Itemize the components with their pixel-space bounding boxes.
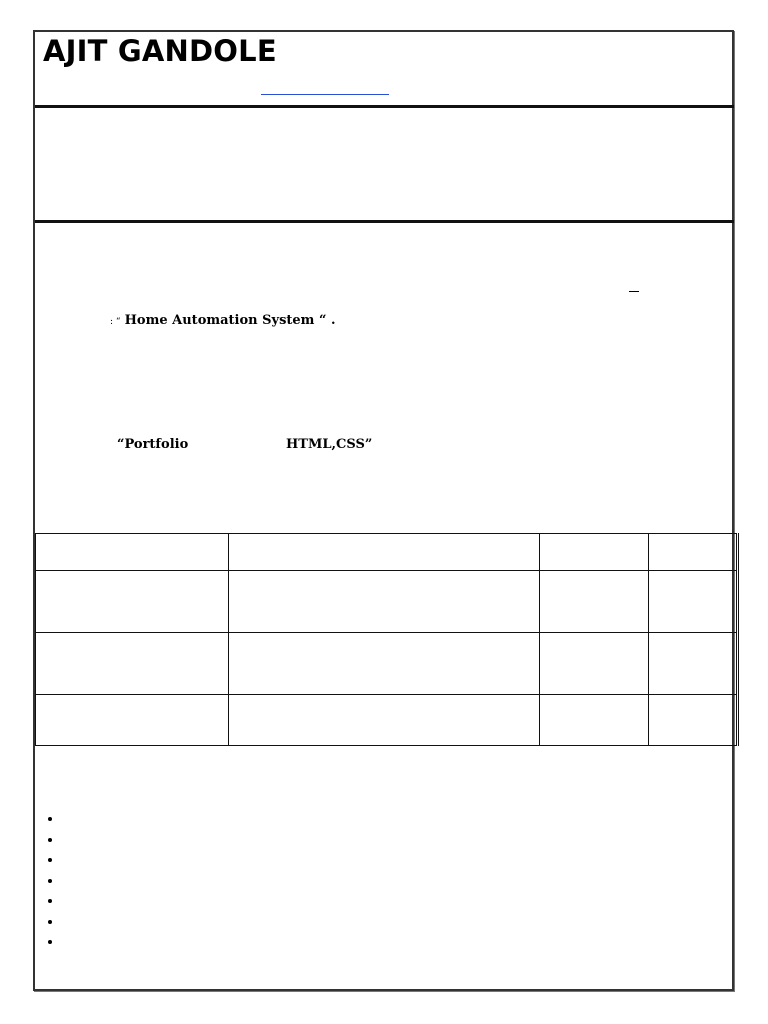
table-cell bbox=[36, 633, 229, 695]
portfolio-project-label: “Portfolio bbox=[117, 437, 189, 452]
table-cell bbox=[229, 571, 540, 633]
email-link[interactable] bbox=[261, 94, 389, 95]
skills-bullet-list bbox=[44, 808, 62, 952]
table-cell bbox=[649, 571, 738, 633]
table-cell bbox=[229, 534, 540, 571]
candidate-name: AJIT GANDOLE bbox=[43, 34, 277, 68]
hyperlink-underline[interactable] bbox=[629, 291, 639, 292]
table-row bbox=[36, 534, 738, 571]
table-cell bbox=[649, 633, 738, 695]
table-cell bbox=[229, 695, 540, 746]
section-divider bbox=[35, 220, 734, 223]
project-home-automation bbox=[110, 312, 335, 331]
table-cell bbox=[649, 695, 738, 746]
table-cell bbox=[229, 633, 540, 695]
table-cell bbox=[540, 695, 649, 746]
table-row bbox=[36, 571, 738, 633]
table-cell bbox=[540, 571, 649, 633]
table-row bbox=[36, 633, 738, 695]
table-row bbox=[36, 695, 738, 746]
education-table bbox=[35, 533, 739, 746]
table-cell bbox=[540, 534, 649, 571]
project-title: Home Automation System “ . bbox=[124, 313, 336, 328]
table-cell bbox=[36, 571, 229, 633]
table-cell bbox=[36, 695, 229, 746]
section-divider bbox=[35, 105, 734, 108]
project-prefix: : “ bbox=[110, 317, 121, 327]
table-cell bbox=[540, 633, 649, 695]
table-cell bbox=[649, 534, 738, 571]
portfolio-tech-stack: HTML,CSS” bbox=[286, 437, 373, 452]
resume-page bbox=[33, 30, 734, 991]
table-cell bbox=[36, 534, 229, 571]
